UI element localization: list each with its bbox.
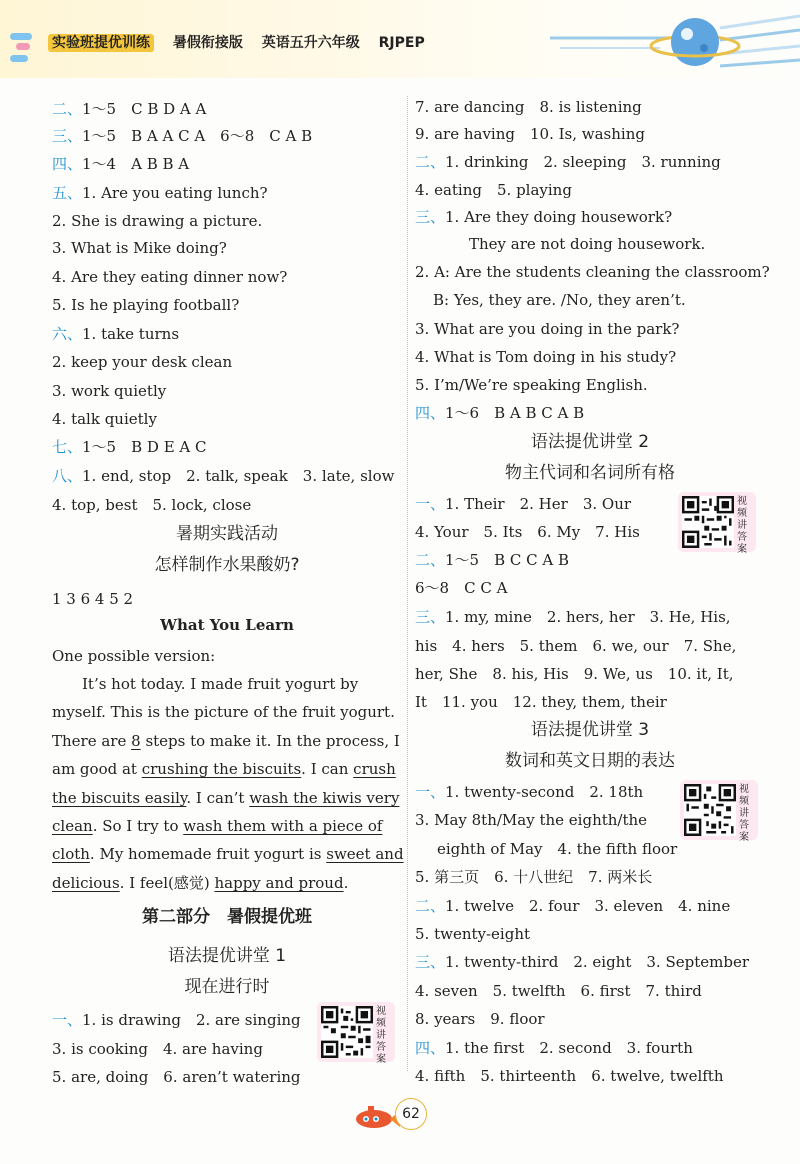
qr-code-video[interactable] bbox=[680, 780, 758, 843]
essay-line: There are 8 steps to make it. In the process, I bbox=[52, 732, 400, 750]
answer-line: 一、1. is drawing 2. are singing bbox=[52, 1011, 301, 1029]
answer-line: 1 3 6 4 5 2 bbox=[52, 590, 134, 608]
answer-line: 二、1～5 C B D A A bbox=[52, 100, 207, 118]
part-heading: 第二部分 暑假提优班 bbox=[142, 907, 312, 927]
answer-line: One possible version: bbox=[52, 647, 216, 665]
essay-line: the biscuits easily. I can’t wash the kiwis very bbox=[52, 789, 400, 807]
essay-line: cloth. My homemade fruit yogurt is sweet and bbox=[52, 845, 404, 863]
code-label: RJPEP bbox=[378, 35, 425, 51]
page-header bbox=[0, 0, 800, 78]
answer-line: 五、1. Are you eating lunch? bbox=[52, 184, 268, 202]
submarine-fish-icon bbox=[352, 1103, 400, 1131]
wyl-heading: What You Learn bbox=[160, 616, 294, 634]
essay-line: myself. This is the picture of the fruit yogurt. bbox=[52, 703, 395, 721]
answer-line: 四、1. the first 2. second 3. fourth bbox=[415, 1039, 693, 1057]
lesson-title: 语法提优讲堂 2 bbox=[530, 432, 650, 452]
section-subtitle: 怎样制作水果酸奶? bbox=[154, 555, 300, 575]
column-divider bbox=[407, 96, 408, 1071]
answer-line: 4. Your 5. Its 6. My 7. His bbox=[415, 523, 640, 541]
answer-line: 三、1. my, mine 2. hers, her 3. He, His, bbox=[415, 608, 731, 626]
answer-line: B: Yes, they are. /No, they aren’t. bbox=[433, 291, 686, 309]
answer-line: 3. What are you doing in the park? bbox=[415, 320, 680, 338]
header-title bbox=[48, 32, 439, 52]
answer-line: 一、1. Their 2. Her 3. Our bbox=[415, 495, 632, 513]
planet-illustration bbox=[550, 10, 800, 75]
answer-line: 4. fifth 5. thirteenth 6. twelve, twelfth bbox=[415, 1067, 724, 1085]
answer-line: 5. are, doing 6. aren’t watering bbox=[52, 1068, 301, 1086]
answer-line: 一、1. twenty-second 2. 18th bbox=[415, 783, 644, 801]
answer-line: 二、1. twelve 2. four 3. eleven 4. nine bbox=[415, 897, 731, 915]
answer-line: 二、1. drinking 2. sleeping 3. running bbox=[415, 153, 721, 171]
lesson-subtitle: 现在进行时 bbox=[184, 977, 270, 997]
answer-line: 2. She is drawing a picture. bbox=[52, 212, 263, 230]
answer-line: 四、1～6 B A B C A B bbox=[415, 404, 585, 422]
answer-line: 4. seven 5. twelfth 6. first 7. third bbox=[415, 982, 702, 1000]
qr-code-icon bbox=[684, 784, 736, 836]
answer-line: 4. talk quietly bbox=[52, 410, 157, 428]
answer-line: 2. A: Are the students cleaning the classroom? bbox=[415, 263, 770, 281]
qr-code-video[interactable] bbox=[317, 1002, 395, 1065]
answer-line: 7. are dancing 8. is listening bbox=[415, 98, 642, 116]
answer-line: 三、1～5 B A A C A 6～8 C A B bbox=[52, 127, 313, 145]
page-number: 62 bbox=[395, 1098, 427, 1130]
answer-line: eighth of May 4. the fifth floor bbox=[437, 840, 678, 858]
lesson-title: 语法提优讲堂 3 bbox=[530, 720, 650, 740]
qr-label: 视频讲答案 bbox=[376, 1006, 386, 1065]
answer-line: 9. are having 10. Is, washing bbox=[415, 125, 645, 143]
qr-label: 视频讲答案 bbox=[737, 496, 747, 555]
section-title: 暑期实践活动 bbox=[176, 524, 278, 544]
lesson-subtitle: 物主代词和名词所有格 bbox=[505, 463, 675, 483]
answer-line: 5. 第三页 6. 十八世纪 7. 两米长 bbox=[415, 868, 653, 886]
qr-label: 视频讲答案 bbox=[739, 784, 749, 843]
answer-line: 5. I’m/We’re speaking English. bbox=[415, 376, 648, 394]
qr-code-icon bbox=[682, 496, 734, 548]
answer-line: 八、1. end, stop 2. talk, speak 3. late, slow bbox=[52, 467, 395, 485]
lesson-subtitle: 数词和英文日期的表达 bbox=[505, 751, 675, 771]
answer-line: 4. top, best 5. lock, close bbox=[52, 496, 252, 514]
edition-label: 暑假衔接版 bbox=[172, 35, 243, 51]
answer-line: 4. eating 5. playing bbox=[415, 181, 572, 199]
answer-line: They are not doing housework. bbox=[469, 235, 706, 253]
essay-line: It’s hot today. I made fruit yogurt by bbox=[82, 675, 359, 693]
answer-line: 6～8 C C A bbox=[415, 579, 508, 597]
subject-label: 英语五升六年级 bbox=[261, 35, 360, 51]
answer-line: 3. What is Mike doing? bbox=[52, 239, 227, 257]
answer-line: 3. is cooking 4. are having bbox=[52, 1040, 263, 1058]
lesson-title: 语法提优讲堂 1 bbox=[167, 946, 287, 966]
header-decoration bbox=[10, 33, 40, 83]
essay-line: delicious. I feel(感觉) happy and proud. bbox=[52, 874, 349, 892]
answer-line: 5. Is he playing football? bbox=[52, 296, 240, 314]
answer-line: 4. Are they eating dinner now? bbox=[52, 268, 288, 286]
essay-line: clean. So I try to wash them with a piece of bbox=[52, 817, 383, 835]
answer-line: 3. May 8th/May the eighth/the bbox=[415, 811, 648, 829]
answer-line: 2. keep your desk clean bbox=[52, 353, 233, 371]
answer-line: 三、1. Are they doing housework? bbox=[415, 208, 673, 226]
qr-code-icon bbox=[321, 1006, 373, 1058]
answer-line: 六、1. take turns bbox=[52, 325, 180, 343]
qr-code-video[interactable] bbox=[678, 492, 756, 555]
answer-line: 5. twenty-eight bbox=[415, 925, 531, 943]
answer-line: 4. What is Tom doing in his study? bbox=[415, 348, 677, 366]
essay-line: am good at crushing the biscuits. I can crush bbox=[52, 760, 396, 778]
answer-line: 三、1. twenty-third 2. eight 3. September bbox=[415, 953, 749, 971]
answer-line: 二、1～5 B C C A B bbox=[415, 551, 570, 569]
answer-line: 8. years 9. floor bbox=[415, 1010, 545, 1028]
answer-line: 四、1～4 A B B A bbox=[52, 155, 190, 173]
answer-line: his 4. hers 5. them 6. we, our 7. She, bbox=[415, 637, 737, 655]
answer-line: It 11. you 12. they, them, their bbox=[415, 693, 667, 711]
answer-line: 七、1～5 B D E A C bbox=[52, 438, 207, 456]
answer-line: her, She 8. his, His 9. We, us 10. it, It, bbox=[415, 665, 734, 683]
answer-line: 3. work quietly bbox=[52, 382, 167, 400]
brand-label: 实验班提优训练 bbox=[48, 34, 154, 52]
